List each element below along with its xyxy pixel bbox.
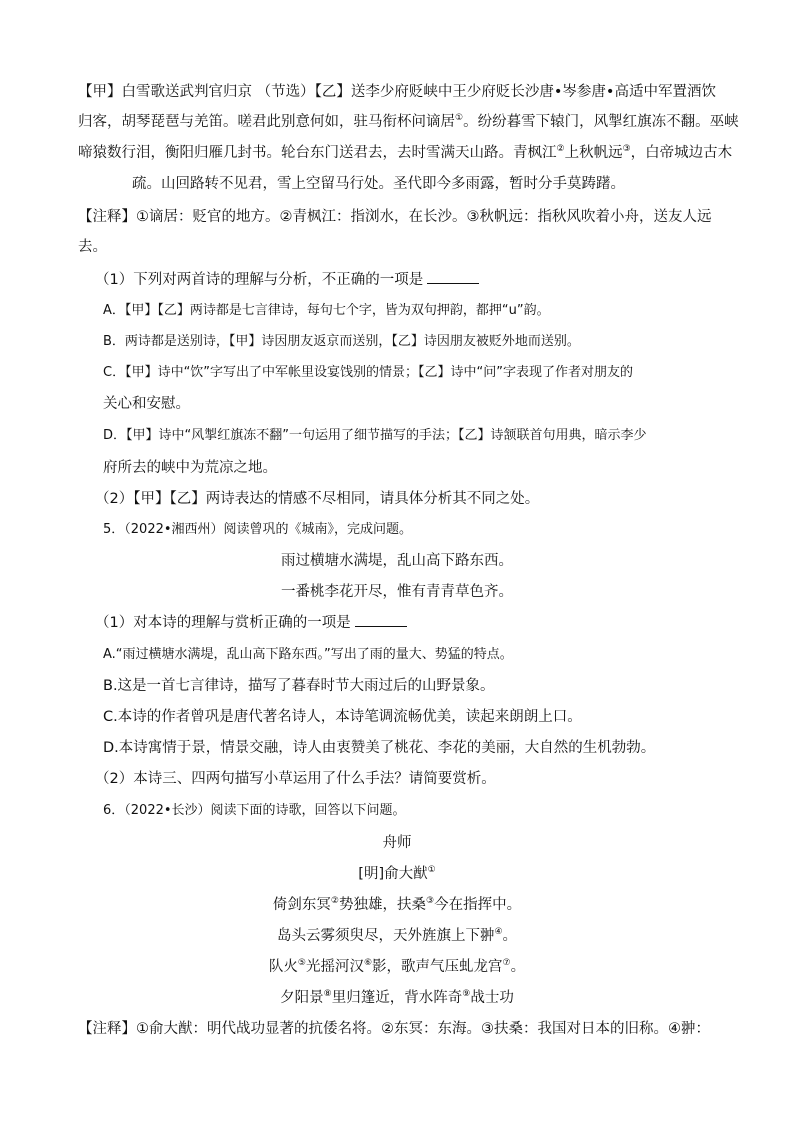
footnote-mark: ② [556,144,565,155]
q5-option-b: B.这是一首七言律诗，描写了暮春时节大雨过后的山野景象。 [103,678,495,694]
q4-option-c-line-1: C．【甲】诗中“饮”字写出了中军帐里设宴饯别的情景；【乙】诗中“问”字表现了作者对朋友的 [103,365,634,380]
poem-header-line-2: 归客，胡琴琵琶与羌笛。嗟君此别意何如，驻马衔杯问谪居①。纷纷暮雪下辕门，风掣红旗冻不翻。巫峡 [78,113,739,130]
footnote-mark: ① [455,113,464,124]
q5-stem: 5．（2022•湘西州）阅读曾巩的《城南》，完成问题。 [103,522,413,537]
answer-blank[interactable] [427,271,479,284]
footnote-mark: ① [427,865,436,876]
footnote-mark: ⑥ [363,958,373,969]
annotation-line-2: 去。 [78,239,107,255]
q4-option-d-line-1: D．【甲】诗中“风掣红旗冻不翻”一句运用了细节描写的手法；【乙】诗颔联首句用典，暗示李少 [103,428,647,443]
q4-sub-question-1: （1）下列对两首诗的理解与分析，不正确的一项是 [95,270,479,290]
q5-poem-line-2: 一番桃李花开尽，惟有青青草色齐。 [281,584,513,600]
q5-option-c: C.本诗的作者曾巩是唐代著名诗人，本诗笔调流畅优美，读起来朗朗上口。 [103,709,582,725]
q6-poem-title: 舟师 [382,835,412,851]
poem-header-line-1: 【甲】白雪歌送武判官归京 （节选）【乙】送李少府贬峡中王少府贬长沙唐•岑参唐•高适中军置酒饮 [78,84,716,100]
q5-poem-line-1: 雨过横塘水满堤，乱山高下路东西。 [281,553,513,569]
q6-poem-line-2: 岛头云雾须臾尽，天外旌旗上下翀④。 [276,927,518,944]
q6-poem-line-4: 夕阳景⑧里归篷近，背水阵奇⑨战士功 [280,989,514,1006]
q4-option-c-line-2: 关心和安慰。 [103,396,190,412]
footnote-mark: ⑦ [502,958,511,969]
q5-option-d: D.本诗寓情于景，情景交融，诗人由衷赞美了桃花、李花的美丽，大自然的生机勃勃。 [103,740,656,756]
footnote-mark: ② [330,896,339,907]
q6-poem-line-3: 队火⑤光摇河汉⑥影，歌声气压虬龙宫⑦。 [268,958,526,975]
footnote-mark: ④ [494,927,503,938]
q5-sub-question-1: （1）对本诗的理解与赏析正确的一项是 [95,613,407,633]
q4-option-a: A．【甲】【乙】两诗都是七言律诗，每句七个字，皆为双句押韵，都押“u”韵。 [103,303,550,318]
poem-header-line-4: 疏。山回路转不见君，雪上空留马行处。圣代即今多雨露，暂时分手莫踌躇。 [132,176,625,192]
q6-poem-line-1: 倚剑东冥②势独雄，扶桑③今在指挥中。 [272,896,522,913]
q4-option-b: B．两诗都是送别诗，【甲】诗因朋友返京而送别，【乙】诗因朋友被贬外地而送别。 [103,334,580,349]
poem-header-line-3: 啼猿数行泪，衡阳归雁几封书。轮台东门送君去，去时雪满天山路。青枫江②上秋帆远③，白帝城边古木 [78,144,733,161]
q6-poem-author: [明]俞大猷① [358,865,436,882]
footnote-mark: ⑧ [323,989,332,1000]
footnote-mark: ⑨ [462,989,471,1000]
q4-option-d-line-2: 府所去的峡中为荒凉之地。 [103,460,277,476]
q5-sub-question-2: （2）本诗三、四两句描写小草运用了什么手法？请简要赏析。 [95,771,496,787]
q6-annotation: 【注释】①俞大猷：明代战功显著的抗倭名将。②东冥：东海。③扶桑：我国对日本的旧称。④翀： [78,1021,710,1037]
footnote-mark: ③ [426,896,435,907]
footnote-mark: ⑤ [297,958,306,969]
q6-stem: 6．（2022•长沙）阅读下面的诗歌，回答以下问题。 [103,803,406,818]
footnote-mark: ③ [622,144,631,155]
answer-blank[interactable] [355,614,407,627]
q4-sub-question-2: （2）【甲】【乙】两诗表达的情感不尽相同，请具体分析其不同之处。 [95,491,540,507]
annotation-line-1: 【注释】①谪居：贬官的地方。②青枫江：指浏水，在长沙。③秋帆远：指秋风吹着小舟，送友人远 [78,209,712,225]
q5-option-a: A.“雨过横塘水满堤，乱山高下路东西。”写出了雨的量大、势猛的特点。 [103,647,513,662]
